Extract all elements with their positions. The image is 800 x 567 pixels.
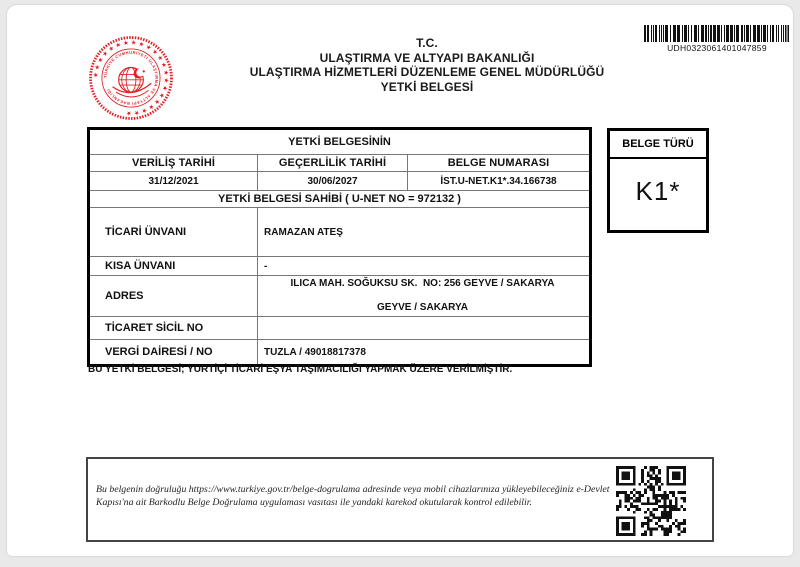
validity-date-value: 30/06/2027 xyxy=(257,172,407,190)
issue-date-value: 31/12/2021 xyxy=(148,175,199,187)
header-doc-type: YETKİ BELGESİ xyxy=(380,79,474,94)
certificate-table xyxy=(87,127,592,367)
col-header-doc-number: BELGE NUMARASI xyxy=(407,155,589,171)
address-value xyxy=(257,276,589,316)
seal-ring-text: TÜRKİYE CUMHURİYETİ ULAŞTIRMA VE ALTYAPI BAKANLIĞI xyxy=(102,49,160,107)
table-row-trade-name xyxy=(90,207,589,256)
authorization-statement: BU YETKİ BELGESİ; YURTİÇİ TİCARİ EŞYA TAŞIMACILIĞI YAPMAK ÜZERE VERİLMİŞTİR. xyxy=(88,364,513,375)
short-name-label: KISA ÜNVANI xyxy=(105,260,176,272)
certificate-page xyxy=(7,5,793,556)
barcode-number: UDH0323061401047859 xyxy=(667,43,767,53)
table-column-values xyxy=(90,171,589,190)
verification-text: Bu belgenin doğruluğu https://www.turkiye.gov.tr/belge-dogrulama adresinde veya mobil cihazlarınıza yükleyebileceğiniz e-Devlet Kapısı'na ait Barkodlu Belge Doğrulama uygulaması vasıtası ile yandaki karekod okutularak kontrol edilebilir. xyxy=(96,484,610,508)
table-row-address xyxy=(90,275,589,316)
tax-office-label: VERGİ DAİRESİ / NO xyxy=(105,346,213,358)
verification-box xyxy=(86,457,714,542)
document-type-box xyxy=(607,128,709,233)
address-line1: ILICA MAH. SOĞUKSU SK. NO: 256 GEYVE / SAKARYA xyxy=(290,278,555,289)
tax-office-value: TUZLA / 49018817378 xyxy=(257,340,589,364)
table-section-title: YETKİ BELGESİNİN xyxy=(288,136,391,148)
table-row-short-name xyxy=(90,256,589,275)
trade-name-value: RAMAZAN ATEŞ xyxy=(257,208,589,256)
svg-text:TÜRKİYE CUMHURİYETİ ULAŞTIRMA xyxy=(103,50,159,106)
ministry-seal-icon xyxy=(87,34,175,122)
table-row-tax-office xyxy=(90,339,589,364)
header-ministry: ULAŞTIRMA VE ALTYAPI BAKANLIĞI xyxy=(319,50,535,65)
barcode-block xyxy=(644,25,790,53)
document-type-title: BELGE TÜRÜ xyxy=(610,131,706,159)
short-name-value: - xyxy=(257,257,589,275)
address-label: ADRES xyxy=(105,290,144,302)
seal-star-ring: ★ ★ ★ ★ ★ ★ ★ ★ ★ ★ ★ ★ ★ ★ ★ ★ ★ ★ ★ ★ ★ ★ xyxy=(92,39,170,117)
table-column-headers xyxy=(90,154,589,171)
document-header xyxy=(187,36,667,94)
trade-name-label: TİCARİ ÜNVANI xyxy=(105,226,187,238)
table-owner-title: YETKİ BELGESİ SAHİBİ ( U-NET NO = 972132 ) xyxy=(90,190,589,207)
doc-number-value: İST.U-NET.K1*.34.166738 xyxy=(407,172,589,190)
col-header-issue-date: VERİLİŞ TARİHİ xyxy=(131,157,216,169)
barcode-icon xyxy=(644,25,789,42)
header-directorate: ULAŞTIRMA HİZMETLERİ DÜZENLEME GENEL MÜDÜRLÜĞÜ xyxy=(249,65,605,80)
document-type-value: K1* xyxy=(635,176,681,206)
header-country: T.C. xyxy=(416,36,438,50)
col-header-validity-date: GEÇERLİLİK TARİHİ xyxy=(257,155,407,171)
table-row-trade-registry xyxy=(90,316,589,339)
address-line2: GEYVE / SAKARYA xyxy=(377,302,468,313)
qr-code-icon xyxy=(616,466,686,536)
trade-registry-label: TİCARET SİCİL NO xyxy=(105,322,204,334)
trade-registry-value xyxy=(257,317,589,339)
